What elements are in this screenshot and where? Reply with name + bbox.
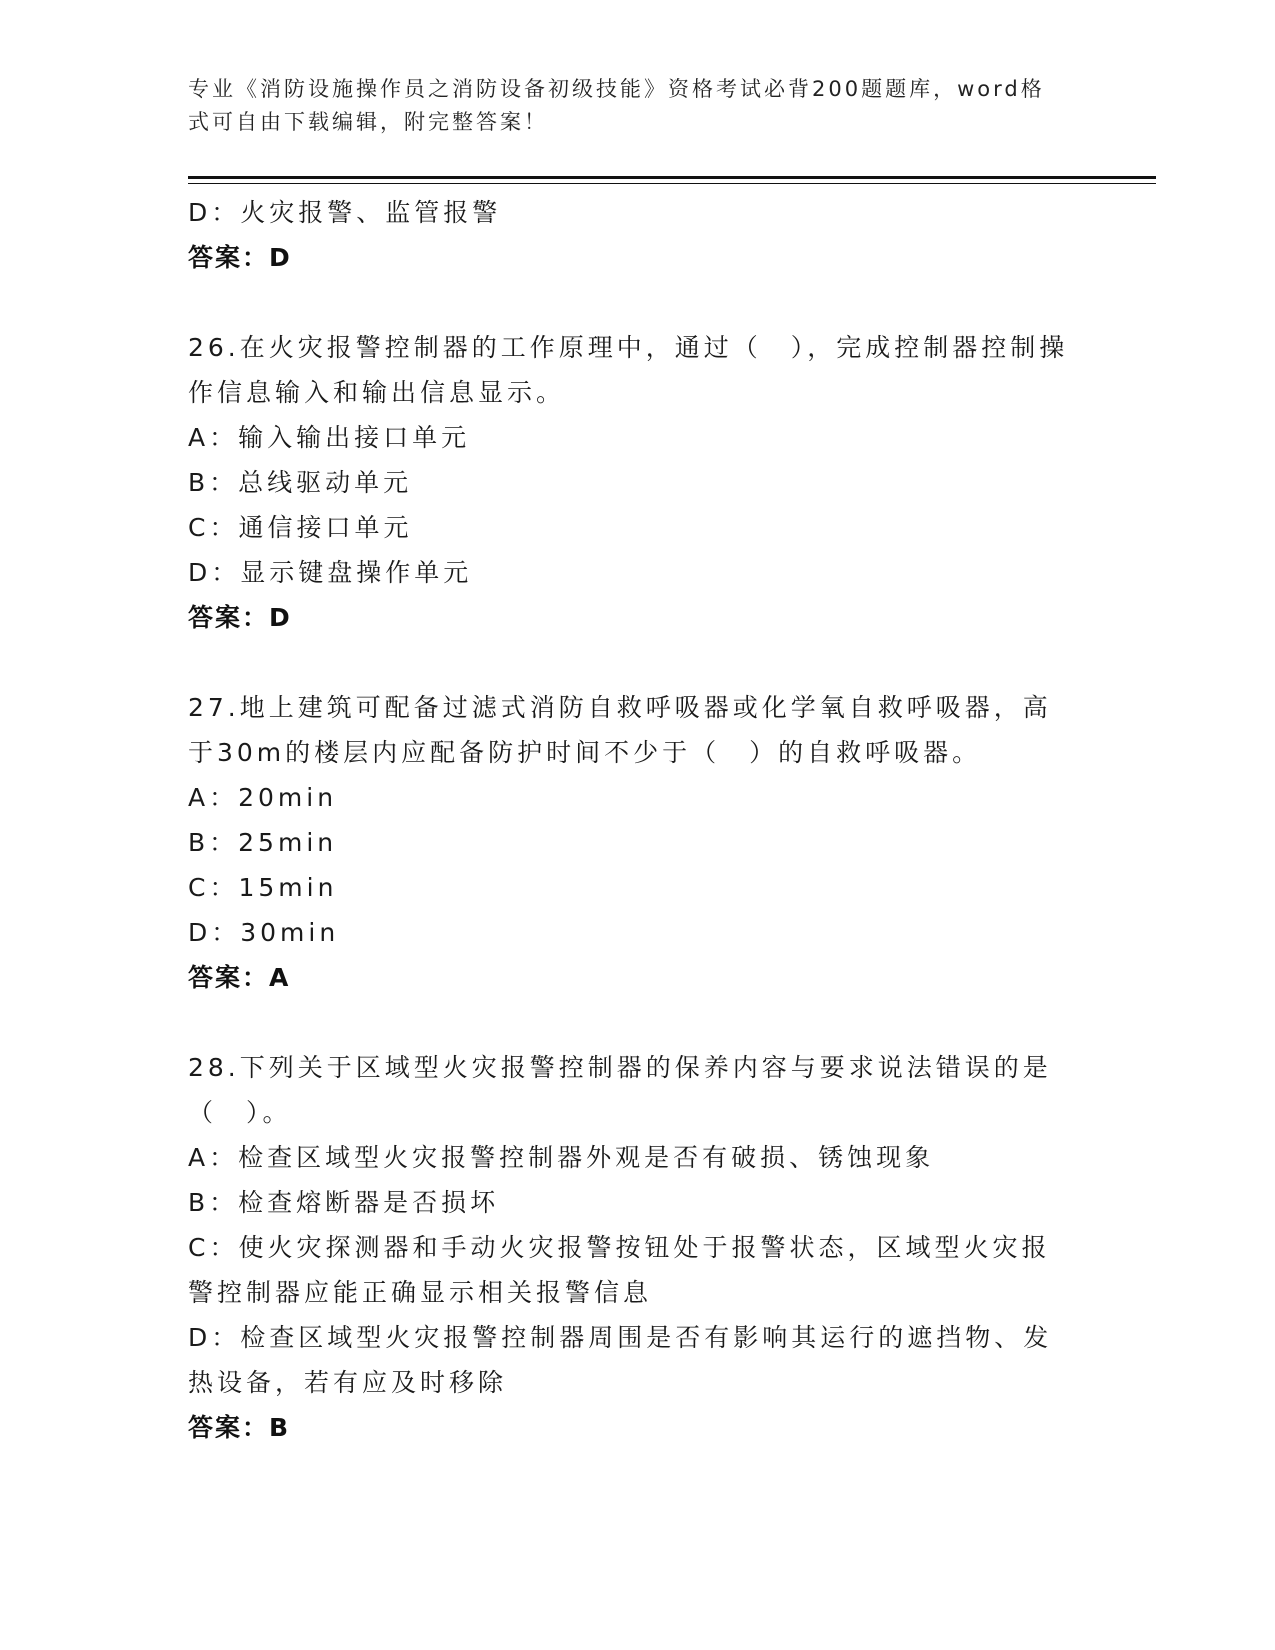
question-26 [188, 325, 1088, 641]
question-text: 26.在火灾报警控制器的工作原理中，通过（ ），完成控制器控制操作信息输入和输出信息显示。 [188, 333, 1069, 407]
option-a: A：20min [188, 783, 338, 812]
option-d: D：显示键盘操作单元 [188, 558, 473, 587]
document-header: 专业《消防设施操作员之消防设备初级技能》资格考试必背200题题库，word格式可自由下载编辑，附完整答案！ [188, 77, 1045, 134]
option-b: B：总线驱动单元 [188, 468, 413, 497]
option-d: D：30min [188, 918, 340, 947]
option-c: C：15min [188, 873, 338, 902]
option-b: B：25min [188, 828, 338, 857]
option-a: A：检查区域型火灾报警控制器外观是否有破损、锈蚀现象 [188, 1143, 935, 1172]
option-c: C：使火灾探测器和手动火灾报警按钮处于报警状态，区域型火灾报警控制器应能正确显示相关报警信息 [188, 1233, 1051, 1307]
question-28 [188, 1045, 1088, 1451]
question-text: 27.地上建筑可配备过滤式消防自救呼吸器或化学氧自救呼吸器，高于30m的楼层内应配备防护时间不少于（ ）的自救呼吸器。 [188, 693, 1052, 767]
header-rule-thick [188, 176, 1156, 179]
answer: 答案：D [188, 603, 292, 632]
option-a: A：输入输出接口单元 [188, 423, 471, 452]
document-content [188, 190, 1088, 1451]
option-b: B：检查熔断器是否损坏 [188, 1188, 500, 1217]
answer: 答案：A [188, 963, 291, 992]
option-d: D：检查区域型火灾报警控制器周围是否有影响其运行的遮挡物、发热设备，若有应及时移除 [188, 1323, 1053, 1397]
prev-answer: 答案：D [188, 243, 292, 272]
option-c: C：通信接口单元 [188, 513, 413, 542]
header-rule-thin [188, 183, 1156, 184]
prev-option-d: D：火灾报警、监管报警 [188, 198, 502, 227]
answer: 答案：B [188, 1413, 291, 1442]
question-text: 28.下列关于区域型火灾报警控制器的保养内容与要求说法错误的是（ ）。 [188, 1053, 1052, 1127]
question-27 [188, 685, 1088, 1001]
